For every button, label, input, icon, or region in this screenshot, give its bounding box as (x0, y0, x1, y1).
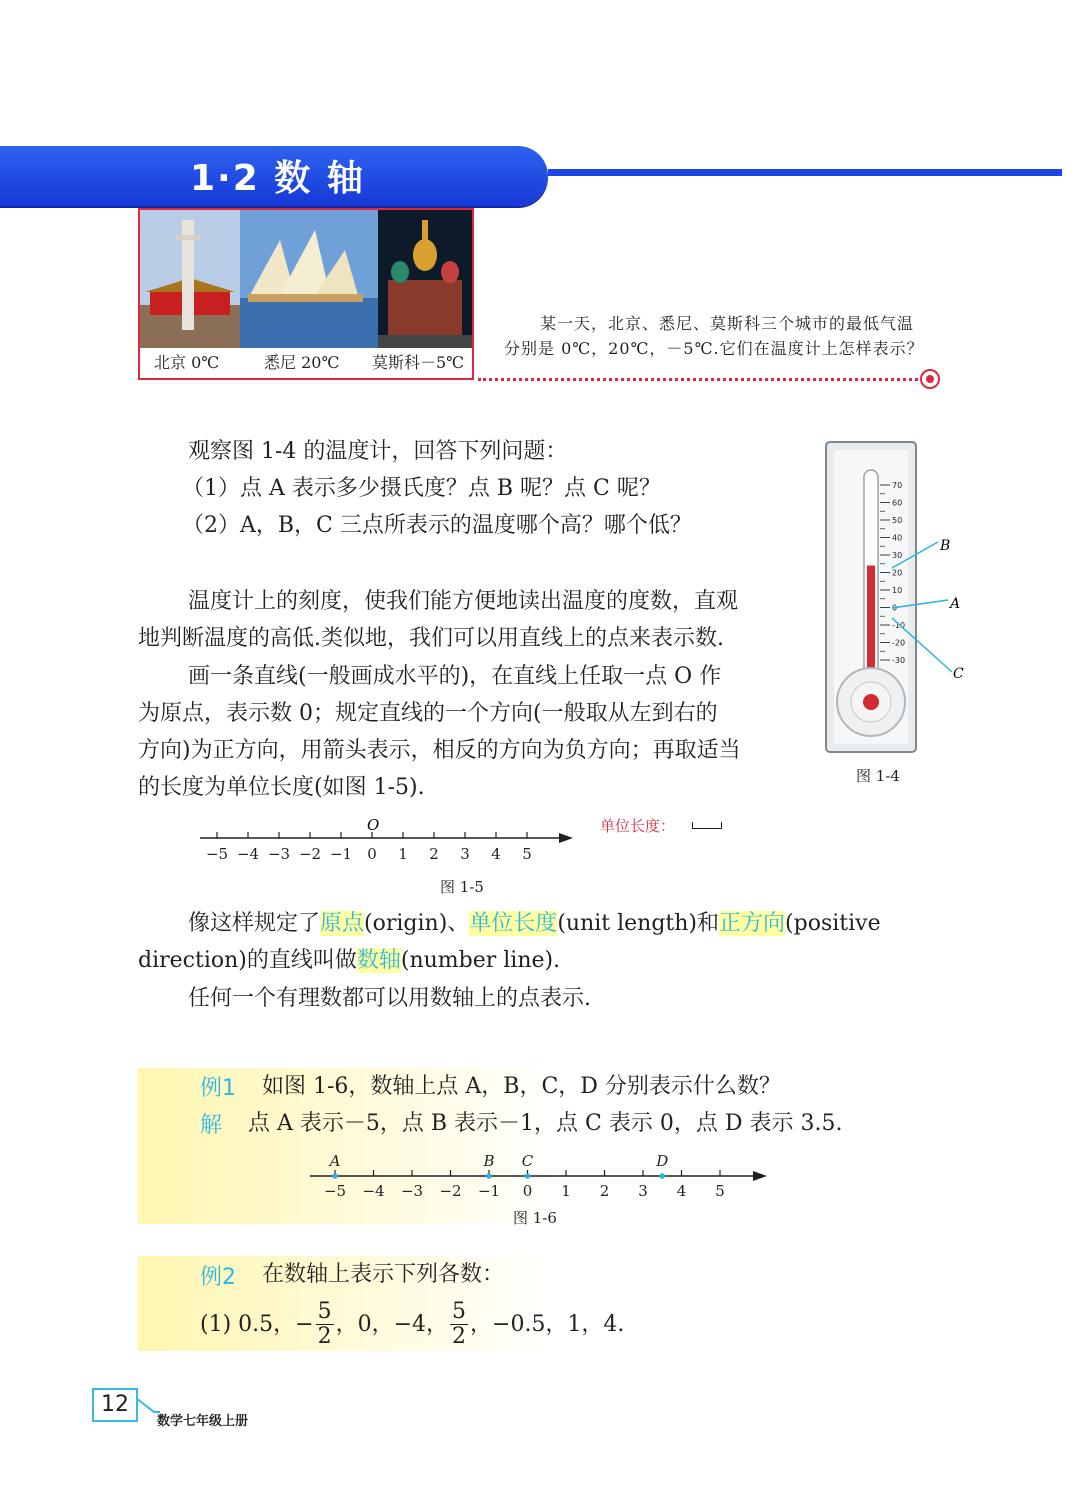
keyword-number-line: 数轴 (356, 948, 401, 973)
ex2-prefix: (1) 0.5，− (200, 1312, 314, 1337)
frac1-denominator: 2 (317, 1324, 332, 1349)
def-text-1: 像这样规定了 (188, 911, 321, 936)
sydney-photo (240, 210, 378, 348)
title-rule (548, 169, 1062, 176)
fig15-origin-label: O (367, 816, 380, 834)
question-2: （2）A，B，C 三点所表示的温度哪个高？哪个低？ (182, 513, 692, 538)
caption-beijing: 北京 0℃ (154, 353, 220, 372)
thermo-label-b: B (940, 538, 951, 554)
fig16-tick-label: 5 (715, 1182, 725, 1200)
caption-sydney: 悉尼 20℃ (264, 353, 340, 372)
fig15-tick-label: 3 (460, 845, 470, 863)
fig16-point-label: B (483, 1152, 495, 1170)
def-text-2: (origin)、 (364, 911, 470, 936)
unit-length-label: 单位长度： (600, 817, 676, 835)
frac2-numerator: 5 (452, 1299, 467, 1324)
fig16-tick-label: −5 (323, 1182, 347, 1200)
unit-length-bracket (692, 822, 722, 829)
para1-line2: 地判断温度的高低.类似地，我们可以用直线上的点来表示数. (138, 626, 724, 651)
solution-label: 解 (200, 1113, 223, 1138)
question-lead: 观察图 1-4 的温度计，回答下列问题： (188, 439, 568, 464)
thermo-label-a: A (950, 596, 961, 612)
thermo-tick-label: 10 (892, 586, 903, 595)
fig16-point-d (659, 1173, 665, 1179)
fig15-tick-label: −2 (298, 845, 322, 863)
divider-end-icon (920, 369, 940, 389)
thermo-tick-label: -10 (892, 621, 906, 630)
ex2-mid: ，0，−4， (335, 1312, 449, 1337)
para2-line3: 方向)为正方向，用箭头表示，相反的方向为负方向；再取适当 (138, 738, 741, 763)
dotted-divider (478, 378, 918, 381)
example2-item1 (200, 1300, 624, 1349)
para2-line2: 为原点，表示数 0；规定直线的一个方向(一般取从左到右的 (138, 701, 718, 726)
question-1: （1）点 A 表示多少摄氏度？点 B 呢？点 C 呢？ (182, 476, 661, 501)
example1-solution: 点 A 表示－5，点 B 表示－1，点 C 表示 0，点 D 表示 3.5. (248, 1111, 843, 1136)
thermo-tick-label: 60 (892, 498, 903, 508)
fig16-caption: 图 1-6 (513, 1209, 557, 1227)
def-text-4: (positive (785, 911, 881, 936)
thermo-tick-label: 30 (892, 551, 903, 560)
thermo-tick-label: 20 (892, 568, 903, 578)
keyword-positive-direction: 正方向 (719, 911, 786, 936)
fig16-point-b (486, 1173, 492, 1179)
fig15-tick-label: −3 (267, 845, 291, 863)
book-title: 数学七年级上册 (157, 1414, 249, 1429)
caption-moscow: 莫斯科－5℃ (372, 353, 465, 372)
fig15-tick-label: −5 (205, 845, 229, 863)
fig15-tick-label: 4 (491, 845, 501, 863)
example1-label: 例1 (200, 1076, 236, 1101)
fig15-tick-label: 0 (367, 845, 377, 863)
fig15-tick-label: −1 (329, 845, 353, 863)
example2-question: 在数轴上表示下列各数： (262, 1262, 505, 1287)
fig15-number-line (195, 810, 585, 870)
thermo-tick-label: 50 (892, 516, 903, 525)
fraction-2 (450, 1300, 468, 1349)
fig16-tick-label: −2 (439, 1182, 462, 1200)
keyword-origin: 原点 (320, 911, 365, 936)
section-title: 1·2 数 轴 (190, 158, 365, 199)
fig15-tick-label: −4 (236, 845, 260, 863)
fig16-tick-label: −3 (400, 1182, 424, 1200)
definition-line2 (138, 942, 560, 979)
thermo-tick-label: -20 (892, 638, 906, 648)
fig16-tick-label: −4 (362, 1182, 385, 1200)
fig16-point-label: D (656, 1152, 669, 1170)
fig16-tick-label: 2 (599, 1182, 610, 1200)
example2-label: 例2 (200, 1265, 236, 1290)
fig16-point-a (332, 1173, 338, 1179)
def-text-6: (number line). (400, 948, 561, 973)
keyword-unit-length: 单位长度 (469, 911, 558, 936)
example1-question: 如图 1-6，数轴上点 A，B，C，D 分别表示什么数？ (262, 1074, 781, 1099)
para1-line1: 温度计上的刻度，使我们能方便地读出温度的度数，直观 (188, 589, 739, 614)
definition-line3: 任何一个有理数都可以用数轴上的点表示. (188, 986, 591, 1011)
fig15-tick-label: 1 (398, 845, 408, 863)
intro-line-2: 分别是 0℃，20℃，－5℃.它们在温度计上怎样表示？ (504, 339, 924, 358)
def-text-5: direction)的直线叫做 (138, 948, 357, 973)
page-number: 12 (92, 1388, 138, 1422)
thermo-tick-label: 70 (892, 481, 903, 490)
fig16-tick-label: 1 (561, 1182, 571, 1200)
def-text-3: (unit length)和 (557, 911, 720, 936)
fig15-tick-label: 5 (522, 845, 532, 863)
fig14-caption: 图 1-4 (856, 767, 900, 785)
thermo-tick-label: -30 (892, 656, 906, 665)
fig16-point-label: C (521, 1152, 534, 1170)
fig16-point-label: A (329, 1152, 341, 1170)
fig16-tick-label: 0 (522, 1182, 533, 1200)
fig16-point-c (525, 1173, 531, 1179)
para2-line4: 的长度为单位长度(如图 1-5). (138, 775, 425, 800)
fraction-1 (316, 1300, 334, 1349)
thermo-label-c: C (953, 666, 964, 682)
fig16-tick-label: 4 (676, 1182, 687, 1200)
intro-line-1: 某一天，北京、悉尼、莫斯科三个城市的最低气温 (540, 314, 915, 333)
frac2-denominator: 2 (452, 1324, 467, 1349)
thermo-tick-label: 40 (892, 533, 903, 543)
fig16-tick-label: −1 (477, 1182, 501, 1200)
moscow-photo (378, 210, 472, 348)
fig15-caption: 图 1-5 (440, 878, 484, 896)
fig16-number-line (305, 1150, 775, 1205)
ex2-suffix: ，−0.5，1，4. (470, 1312, 625, 1337)
para2-line1: 画一条直线(一般画成水平的)，在直线上任取一点 O 作 (188, 664, 722, 689)
city-photo-strip (138, 208, 474, 380)
beijing-photo (140, 210, 240, 348)
thermometer-figure (820, 440, 970, 760)
fig16-tick-label: 3 (638, 1182, 648, 1200)
definition-line1 (188, 905, 881, 942)
fig15-tick-label: 2 (429, 845, 439, 863)
frac1-numerator: 5 (317, 1299, 332, 1324)
